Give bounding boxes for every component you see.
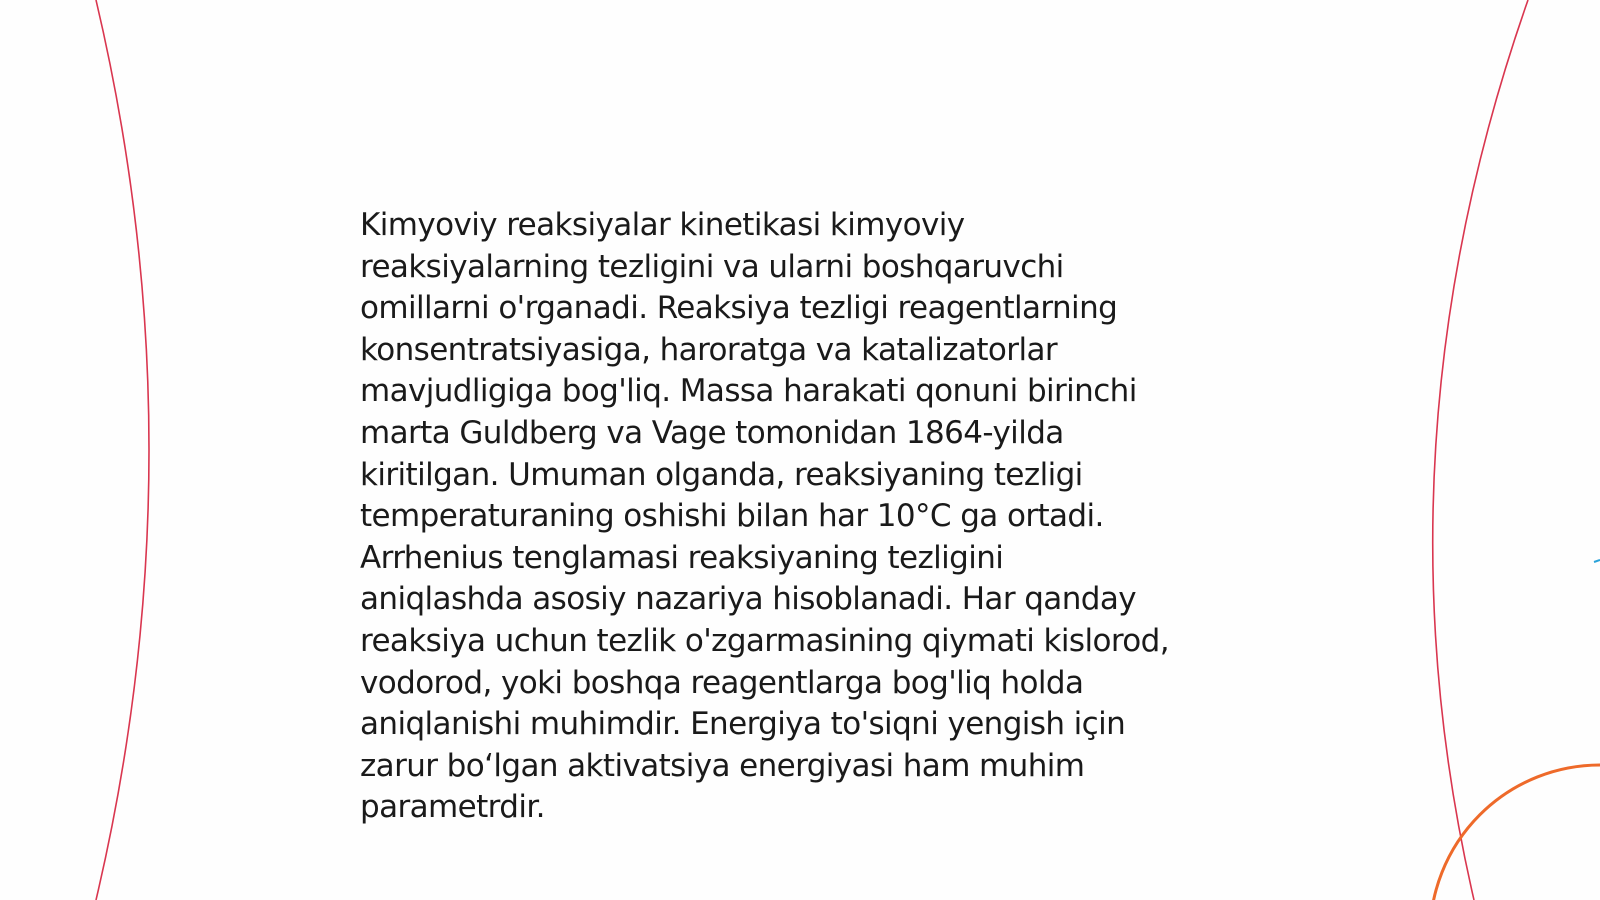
paragraph-line: vodorod, yoki boshqa reagentlarga bog'liq holda [360,664,1084,701]
orange-arc [1430,765,1600,900]
body-paragraph [360,205,1260,829]
paragraph-line: konsentratsiyasiga, haroratga va katalizatorlar [360,331,1058,368]
paragraph-line: kiritilgan. Umuman olganda, reaksiyaning tezligi [360,456,1083,493]
right-curve-line [1433,0,1528,900]
paragraph-line: Kimyoviy reaksiyalar kinetikasi kimyoviy [360,207,965,243]
left-curve-line [96,0,149,900]
paragraph-line: aniqlashda asosiy nazariya hisoblanadi. Har qanday [360,581,1136,618]
small-accent-mark [1594,560,1600,562]
paragraph-line: marta Guldberg va Vage tomonidan 1864-yilda [360,414,1064,451]
paragraph-line: parametrdir. [360,789,545,826]
paragraph-line: mavjudligiga bog'liq. Massa harakati qonuni birinchi [360,373,1137,410]
paragraph-line: zarur bo‘lgan aktivatsiya energiyasi ham muhim [360,747,1085,784]
paragraph-line: omillarni o'rganadi. Reaksiya tezligi reagentlarning [360,290,1118,327]
paragraph-line: reaksiyalarning tezligini va ularni boshqaruvchi [360,248,1064,285]
paragraph-line: Arrhenius tenglamasi reaksiyaning tezligini [360,539,1004,576]
paragraph-line: temperaturaning oshishi bilan har 10°C ga ortadi. [360,498,1104,535]
paragraph-line: reaksiya uchun tezlik o'zgarmasining qiymati kislorod, [360,622,1170,659]
paragraph-line: aniqlanishi muhimdir. Energiya to'siqni yengish için [360,706,1126,743]
